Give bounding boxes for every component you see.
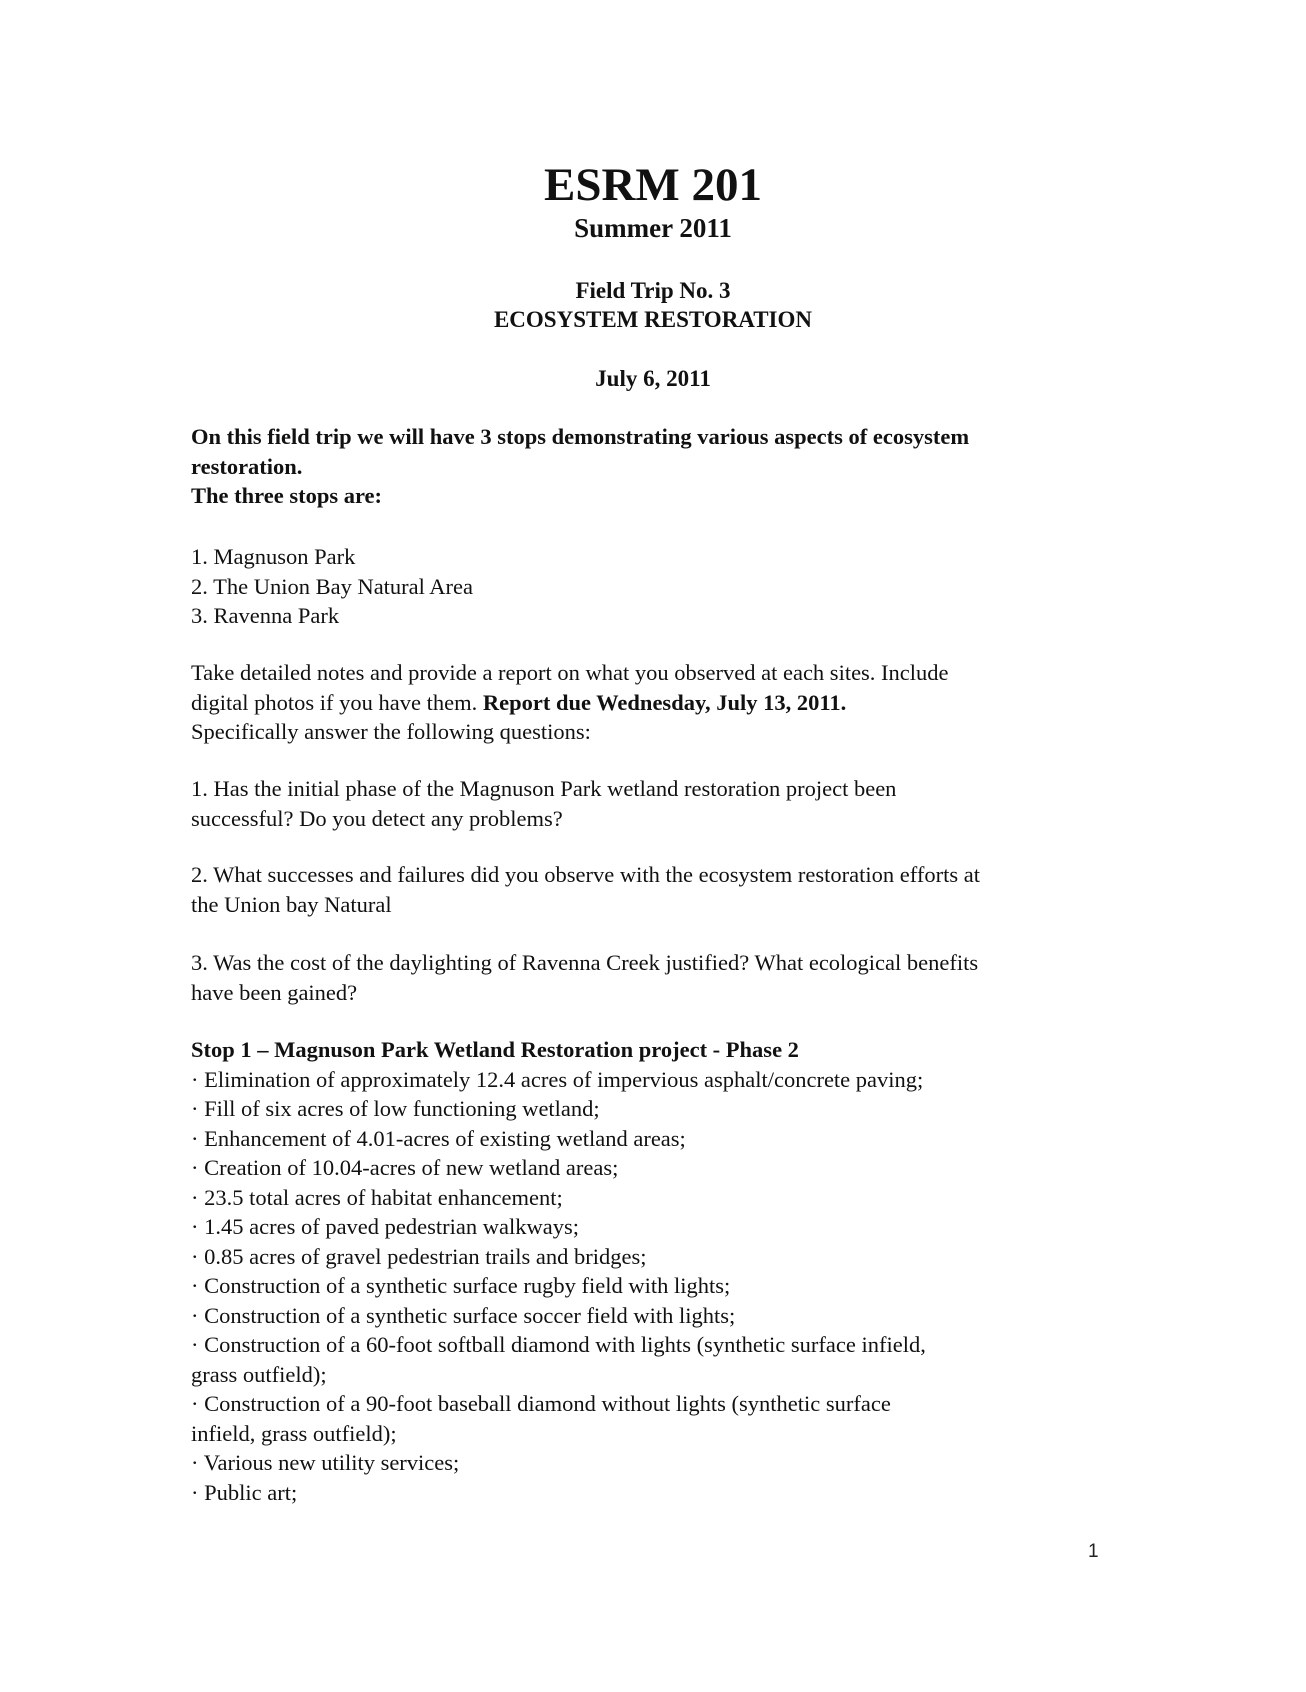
question-line: the Union bay Natural bbox=[191, 891, 392, 917]
list-item: · Enhancement of 4.01-acres of existing wetland areas; bbox=[191, 1125, 686, 1151]
question-1 bbox=[191, 774, 1111, 833]
instructions-line bbox=[191, 688, 1111, 718]
stops-list bbox=[191, 542, 1111, 631]
question-2 bbox=[191, 860, 1111, 919]
list-item: · Various new utility services; bbox=[191, 1450, 460, 1475]
list-item: · Elimination of approximately 12.4 acres of impervious asphalt/concrete paving; bbox=[191, 1066, 924, 1092]
list-item: · Construction of a synthetic surface soccer field with lights; bbox=[191, 1302, 736, 1328]
instructions-line: Take detailed notes and provide a report on what you observed at each sites. Include bbox=[191, 660, 949, 685]
list-item: · 23.5 total acres of habitat enhancement; bbox=[191, 1184, 563, 1210]
field-trip-date: July 6, 2011 bbox=[595, 366, 711, 391]
question-line: 2. What successes and failures did you observe with the ecosystem restoration efforts at bbox=[191, 862, 980, 887]
list-item: · Construction of a 60-foot softball diamond with lights (synthetic surface infield, bbox=[191, 1332, 926, 1357]
list-item-continuation: infield, grass outfield); bbox=[191, 1420, 397, 1446]
list-item: 1. Magnuson Park bbox=[191, 544, 356, 569]
question-line: have been gained? bbox=[191, 979, 358, 1005]
instructions-text: digital photos if you have them. bbox=[191, 689, 483, 715]
list-item: · Creation of 10.04-acres of new wetland areas; bbox=[191, 1155, 619, 1180]
instructions-line: Specifically answer the following questions: bbox=[191, 719, 591, 744]
course-title: ESRM 201 bbox=[543, 159, 763, 211]
question-line: successful? Do you detect any problems? bbox=[191, 805, 563, 831]
intro-line: The three stops are: bbox=[191, 483, 383, 508]
field-trip-number: Field Trip No. 3 bbox=[575, 278, 731, 303]
instructions-paragraph bbox=[191, 658, 1111, 747]
report-due-date: Report due Wednesday, July 13, 2011. bbox=[482, 689, 847, 715]
list-item: 3. Ravenna Park bbox=[191, 603, 340, 628]
term-subtitle: Summer 2011 bbox=[574, 213, 732, 243]
list-item: · 0.85 acres of gravel pedestrian trails and bridges; bbox=[191, 1243, 647, 1269]
list-item-continuation: grass outfield); bbox=[191, 1361, 327, 1387]
stop-1-section bbox=[191, 1035, 1111, 1507]
list-item: 2. The Union Bay Natural Area bbox=[191, 573, 474, 599]
section-heading: Stop 1 – Magnuson Park Wetland Restoration project - Phase 2 bbox=[191, 1037, 799, 1062]
intro-line: On this field trip we will have 3 stops demonstrating various aspects of ecosystem bbox=[191, 424, 970, 449]
list-item: · Public art; bbox=[191, 1479, 298, 1505]
field-trip-topic: ECOSYSTEM RESTORATION bbox=[493, 307, 813, 332]
list-item: · Construction of a synthetic surface rugby field with lights; bbox=[191, 1273, 731, 1298]
question-line: 1. Has the initial phase of the Magnuson Park wetland restoration project been bbox=[191, 776, 897, 801]
question-3 bbox=[191, 948, 1111, 1007]
list-item: · Construction of a 90-foot baseball diamond without lights (synthetic surface bbox=[191, 1391, 891, 1416]
page-number: 1 bbox=[1088, 1541, 1099, 1562]
intro-line: restoration. bbox=[191, 453, 303, 479]
question-line: 3. Was the cost of the daylighting of Ravenna Creek justified? What ecological benefits bbox=[191, 950, 979, 975]
list-item: · 1.45 acres of paved pedestrian walkways; bbox=[191, 1214, 579, 1239]
intro-paragraph bbox=[191, 422, 1111, 511]
list-item: · Fill of six acres of low functioning wetland; bbox=[191, 1096, 600, 1121]
